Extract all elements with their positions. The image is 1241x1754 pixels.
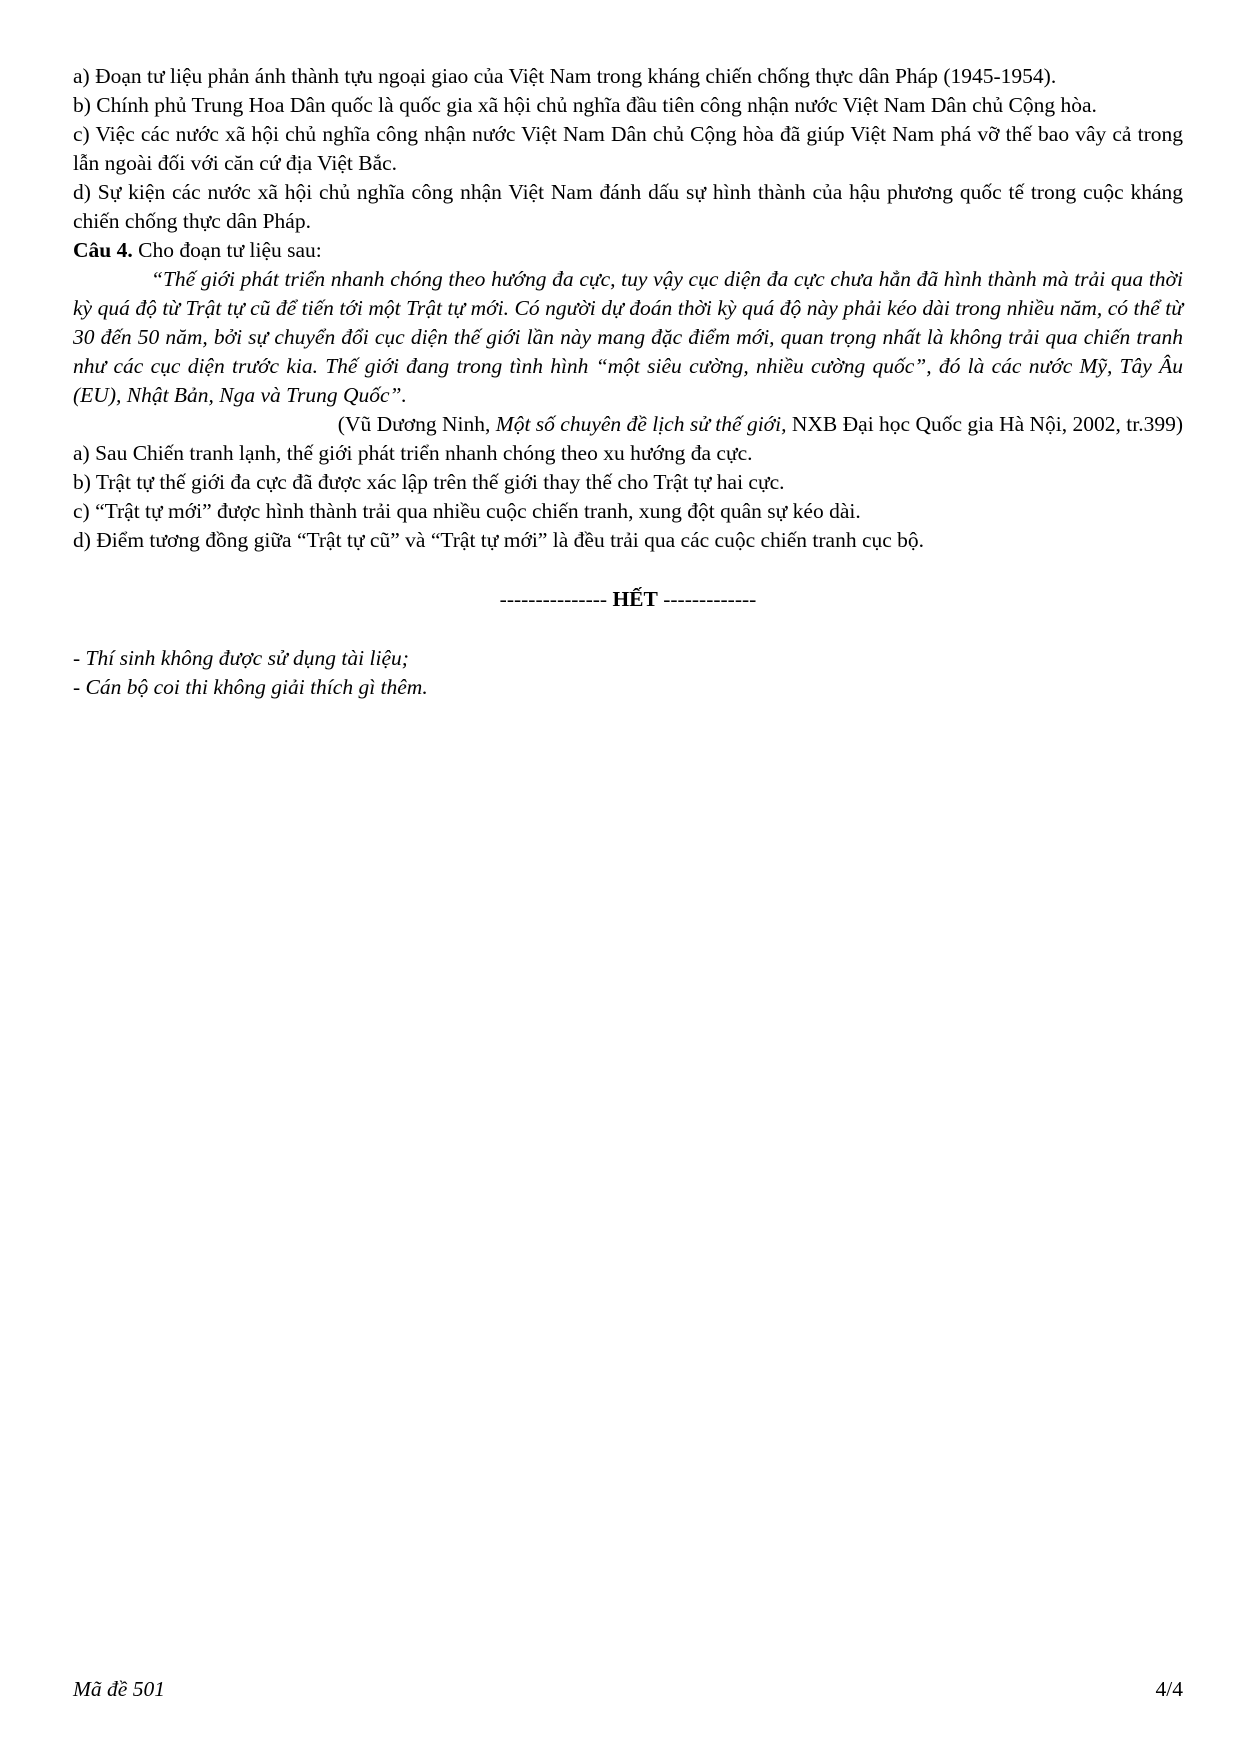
page-number: 4/4 — [1155, 1677, 1183, 1701]
q4-source-prefix: (Vũ Dương Ninh, — [337, 412, 496, 436]
end-mark-left-dashes: --------------- — [499, 587, 613, 611]
end-mark-right-dashes: ------------- — [657, 587, 757, 611]
q4-heading — [73, 236, 1183, 265]
q3-statement-c: c) Việc các nước xã hội chủ nghĩa công nhận nước Việt Nam Dân chủ Cộng hòa đã giúp Việt Nam phá vỡ thế bao vây cả trong lẫn ngoài đối với căn cứ địa Việt Bắc. — [73, 122, 1183, 175]
q4-source — [73, 410, 1183, 439]
q4-statement-d: d) Điểm tương đồng giữa “Trật tự cũ” và “Trật tự mới” là đều trải qua các cuộc chiến tranh cục bộ. — [73, 528, 925, 552]
q3-statement-b: b) Chính phủ Trung Hoa Dân quốc là quốc gia xã hội chủ nghĩa đầu tiên công nhận nước Việt Nam Dân chủ Cộng hòa. — [73, 93, 1097, 117]
exam-page-body — [73, 62, 1183, 702]
q4-prompt: Cho đoạn tư liệu sau: — [132, 238, 322, 262]
q4-statement-c: c) “Trật tự mới” được hình thành trải qua nhiều cuộc chiến tranh, xung đột quân sự kéo dài. — [73, 499, 861, 523]
note-line-1: - Thí sinh không được sử dụng tài liệu; — [73, 646, 409, 670]
note-line-2: - Cán bộ coi thi không giải thích gì thêm. — [73, 675, 428, 699]
end-of-exam-marker — [73, 585, 1183, 614]
question-3-statements — [73, 62, 1183, 236]
q4-statement-a: a) Sau Chiến tranh lạnh, thế giới phát triển nhanh chóng theo xu hướng đa cực. — [73, 441, 753, 465]
q4-number: Câu 4. — [73, 238, 133, 262]
q3-statement-a: a) Đoạn tư liệu phản ánh thành tựu ngoại giao của Việt Nam trong kháng chiến chống thực dân Pháp (1945-1954). — [73, 64, 1057, 88]
end-mark-word: HẾT — [612, 587, 658, 611]
q4-source-suffix: NXB Đại học Quốc gia Hà Nội, 2002, tr.399) — [786, 412, 1183, 436]
exam-notes — [73, 644, 1183, 702]
q3-statement-d: d) Sự kiện các nước xã hội chủ nghĩa công nhận Việt Nam đánh dấu sự hình thành của hậu phương quốc tế trong cuộc kháng chiến chống thực dân Pháp. — [73, 180, 1183, 233]
q4-source-title: Một số chuyên đề lịch sử thế giới, — [495, 412, 787, 436]
exam-code: Mã đề 501 — [73, 1677, 165, 1701]
q4-statement-b: b) Trật tự thế giới đa cực đã được xác lập trên thế giới thay thế cho Trật tự hai cực. — [73, 470, 785, 494]
question-4 — [73, 236, 1183, 555]
q4-quote: “Thế giới phát triển nhanh chóng theo hướng đa cực, tuy vậy cục diện đa cực chưa hẳn đã hình thành mà trải qua thời kỳ quá độ từ Trật tự cũ để tiến tới một Trật tự mới. Có người dự đoán thời kỳ quá độ này phải kéo dài trong nhiều năm, có thể từ 30 đến 50 năm, bởi sự chuyển đổi cục diện thế giới lần này mang đặc điểm mới, quan trọng nhất là không trải qua chiến tranh như các cục diện trước kia. Thế giới đang trong tình hình “một siêu cường, nhiều cường quốc”, đó là các nước Mỹ, Tây Âu (EU), Nhật Bản, Nga và Trung Quốc”. — [73, 267, 1183, 407]
